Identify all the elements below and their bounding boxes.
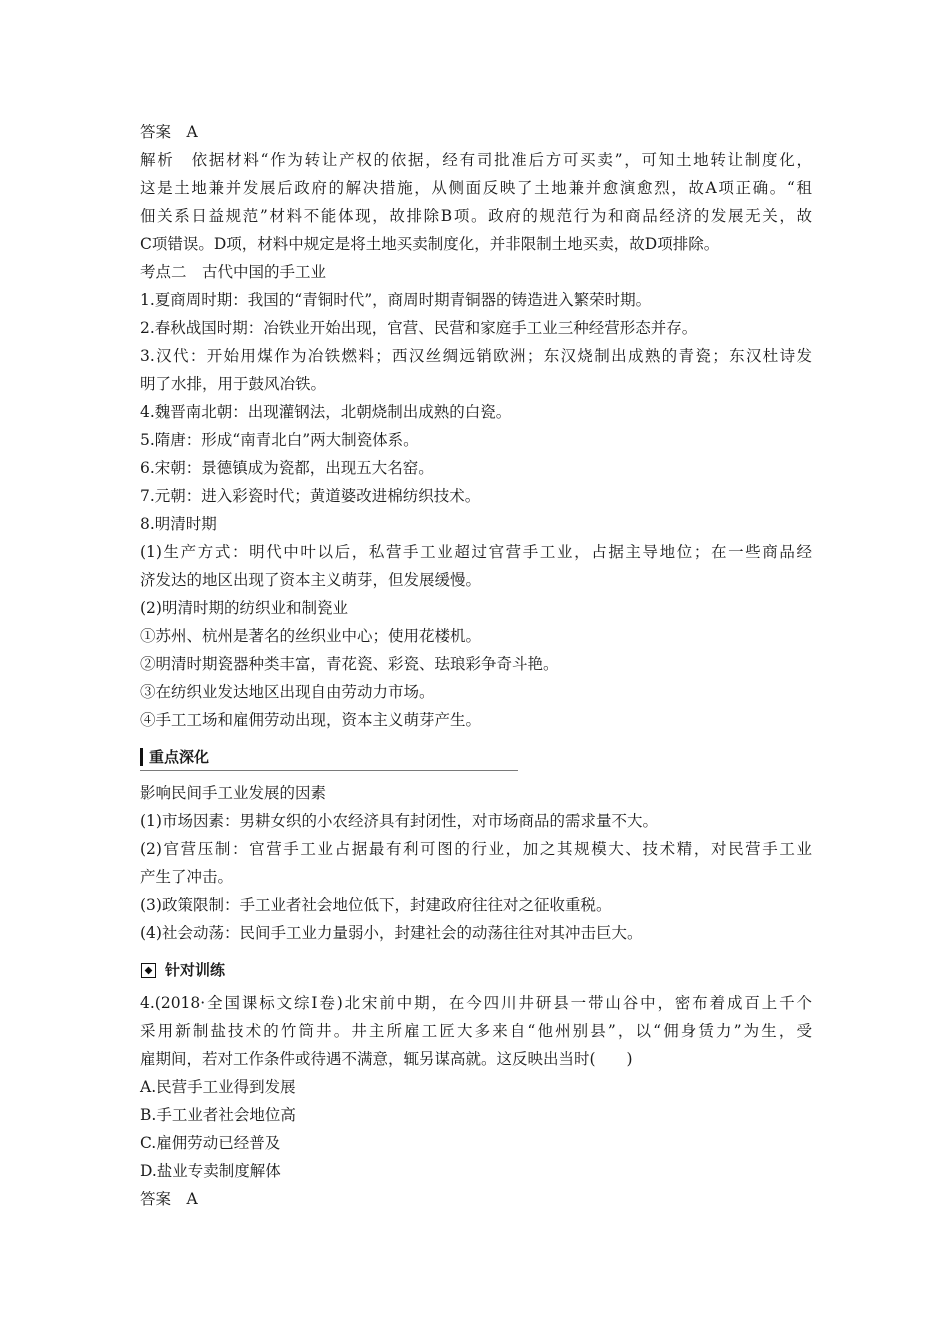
option-b: B.手工业者社会地位高 xyxy=(140,1106,296,1124)
section-title: 重点深化 xyxy=(149,748,210,766)
list-item: ③在纺织业发达地区出现自由劳动力市场。 xyxy=(140,683,435,701)
diamond-box-icon xyxy=(141,963,156,978)
answer-line: 答案 A xyxy=(140,1190,198,1208)
analysis-paragraph xyxy=(140,146,812,258)
list-item: ②明清时期瓷器种类丰富，青花瓷、彩瓷、珐琅彩争奇斗艳。 xyxy=(140,655,559,673)
question-block xyxy=(140,989,812,1213)
option-a: A.民营手工业得到发展 xyxy=(140,1078,296,1096)
list-item: ①苏州、杭州是著名的丝织业中心；使用花楼机。 xyxy=(140,627,482,645)
question-line: 4.(2018·全国课标文综Ⅰ卷)北宋前中期，在今四川井研县一带山谷中，密布着成百上千个 xyxy=(140,994,812,1012)
analysis-line: 解析 依据材料“作为转让产权的依据，经有司批准后方可买卖”，可知土地转让制度化， xyxy=(140,151,812,169)
section-bar-icon xyxy=(140,748,143,766)
question-line: 雇期间，若对工作条件或待遇不满意，辄另谋高就。这反映出当时( ) xyxy=(140,1050,633,1068)
question-line: 采用新制盐技术的竹筒井。井主所雇工匠大多来自“他州别县”，以“佣身赁力”为生，受 xyxy=(140,1022,812,1040)
list-item-continuation: 产生了冲击。 xyxy=(140,868,234,886)
list-item: (3)政策限制：手工业者社会地位低下，封建政府往往对之征收重税。 xyxy=(140,896,612,914)
analysis-line: 佃关系日益规范”材料不能体现，故排除B项。政府的规范行为和商品经济的发展无关，故 xyxy=(140,207,812,225)
zhongdian-list xyxy=(140,779,812,947)
zhongdian-section-header xyxy=(140,744,518,771)
kaodian-heading: 考点二 古代中国的手工业 xyxy=(140,263,327,281)
option-c: C.雇佣劳动已经普及 xyxy=(140,1134,281,1152)
analysis-line: 这是土地兼并发展后政府的解决措施，从侧面反映了土地兼并愈演愈烈，故A项正确。“租 xyxy=(140,179,812,197)
list-item: (4)社会动荡：民间手工业力量弱小，封建社会的动荡往往对其冲击巨大。 xyxy=(140,924,643,942)
list-item: 8.明清时期 xyxy=(140,515,217,533)
kaodian-list xyxy=(140,286,812,734)
list-item: 6.宋朝：景德镇成为瓷都，出现五大名窑。 xyxy=(140,459,434,477)
analysis-line: C项错误。D项，材料中规定是将土地买卖制度化，并非限制土地买卖，故D项排除。 xyxy=(140,235,720,253)
list-item-continuation: 明了水排，用于鼓风冶铁。 xyxy=(140,375,327,393)
list-item: 5.隋唐：形成“南青北白”两大制瓷体系。 xyxy=(140,431,419,449)
list-item: (2)官营压制：官营手工业占据最有利可图的行业，加之其规模大、技术精，对民营手工业 xyxy=(140,840,812,858)
list-item: 3.汉代：开始用煤作为冶铁燃料；西汉丝绸远销欧洲；东汉烧制出成熟的青瓷；东汉杜诗发 xyxy=(140,347,812,365)
list-item: 1.夏商周时期：我国的“青铜时代”，商周时期青铜器的铸造进入繁荣时期。 xyxy=(140,291,652,309)
list-item: 2.春秋战国时期：冶铁业开始出现，官营、民营和家庭手工业三种经营形态并存。 xyxy=(140,319,698,337)
list-item: ④手工工场和雇佣劳动出现，资本主义萌芽产生。 xyxy=(140,711,482,729)
training-section-header xyxy=(140,955,812,985)
answer-line: 答案 A xyxy=(140,123,198,141)
list-item: (1)市场因素：男耕女织的小农经济具有封闭性，对市场商品的需求量不大。 xyxy=(140,812,658,830)
option-d: D.盐业专卖制度解体 xyxy=(140,1162,281,1180)
list-item: 7.元朝：进入彩瓷时代；黄道婆改进棉纺织技术。 xyxy=(140,487,481,505)
list-item-continuation: 济发达的地区出现了资本主义萌芽，但发展缓慢。 xyxy=(140,571,482,589)
training-title: 针对训练 xyxy=(165,961,226,979)
document-content xyxy=(140,118,812,1213)
list-item: 4.魏晋南北朝：出现灌钢法，北朝烧制出成熟的白瓷。 xyxy=(140,403,512,421)
list-item: (1)生产方式：明代中叶以后，私营手工业超过官营手工业，占据主导地位；在一些商品经 xyxy=(140,543,812,561)
list-item: (2)明清时期的纺织业和制瓷业 xyxy=(140,599,348,617)
list-item: 影响民间手工业发展的因素 xyxy=(140,784,327,802)
